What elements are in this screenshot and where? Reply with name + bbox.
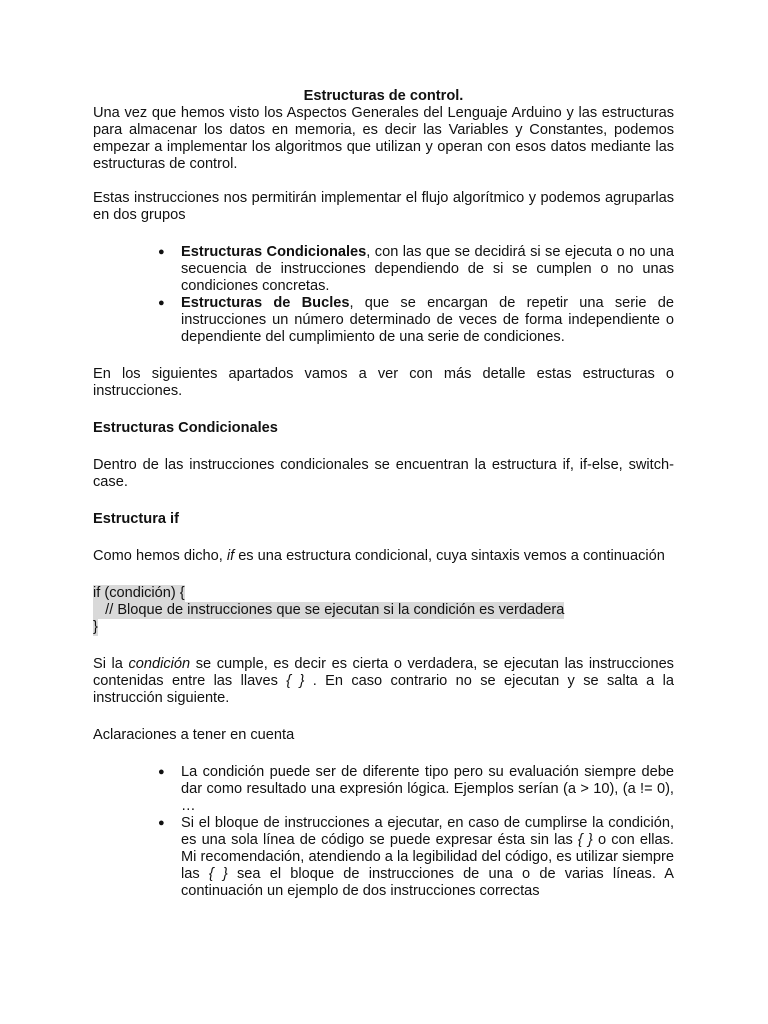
list-item: ● La condición puede ser de diferente tipo pero su evaluación siempre debe dar como resultado una expresión lógica. Ejemplos serían (a > 10), (a != 0), …: [181, 764, 674, 815]
code-line: if (condición) {: [93, 585, 185, 601]
list-item: ● Estructuras Condicionales, con las que se decidirá si se ejecuta o no una secuencia de instrucciones dependiendo de si se cumplen o no unas condiciones concretas.: [181, 244, 674, 295]
notes-heading: Aclaraciones a tener en cuenta: [93, 727, 295, 743]
notes-list: [93, 764, 674, 900]
intro-paragraph: Una vez que hemos visto los Aspectos Generales del Lenguaje Arduino y las estructuras para almacenar los datos en memoria, es decir las Variables y Constantes, podemos empezar a implementar los algoritmos que utilizan y operan con esos datos mediante las estructuras de control.: [93, 105, 674, 172]
groups-list: [93, 244, 674, 346]
document-body: [93, 88, 674, 900]
section-heading-conditionals: Estructuras Condicionales: [93, 420, 278, 436]
if-explanation-paragraph: Si la condición se cumple, es decir es cierta o verdadera, se ejecutan las instrucciones contenidas entre las llaves { } . En caso contrario no se ejecutan y se salta a la instrucción siguiente.: [93, 656, 674, 706]
section-heading-if: Estructura if: [93, 511, 179, 527]
document-title: Estructuras de control.: [303, 88, 464, 104]
conditionals-paragraph: Dentro de las instrucciones condicionales se encuentran la estructura if, if-else, switch-case.: [93, 457, 674, 490]
if-intro-paragraph: Como hemos dicho, if es una estructura condicional, cuya sintaxis vemos a continuación: [93, 548, 665, 564]
groups-intro-paragraph: Estas instrucciones nos permitirán implementar el flujo algorítmico y podemos agruparlas en dos grupos: [93, 190, 674, 223]
code-line: }: [93, 619, 98, 635]
code-line: // Bloque de instrucciones que se ejecutan si la condición es verdadera: [93, 602, 565, 618]
code-block: [93, 585, 674, 636]
sections-paragraph: En los siguientes apartados vamos a ver con más detalle estas estructuras o instrucciones.: [93, 366, 674, 399]
list-item: ● Estructuras de Bucles, que se encargan de repetir una serie de instrucciones un número determinado de veces de forma independiente o dependiente del cumplimiento de una serie de condiciones.: [181, 295, 674, 346]
list-item: ● Si el bloque de instrucciones a ejecutar, en caso de cumplirse la condición, es una sola línea de código se puede expresar ésta sin las { } o con ellas. Mi recomendación, atendiendo a la legibilidad del código, es utilizar siempre las { } sea el bloque de instrucciones de una o de varias líneas. A continuación un ejemplo de dos instrucciones correctas: [181, 815, 674, 900]
